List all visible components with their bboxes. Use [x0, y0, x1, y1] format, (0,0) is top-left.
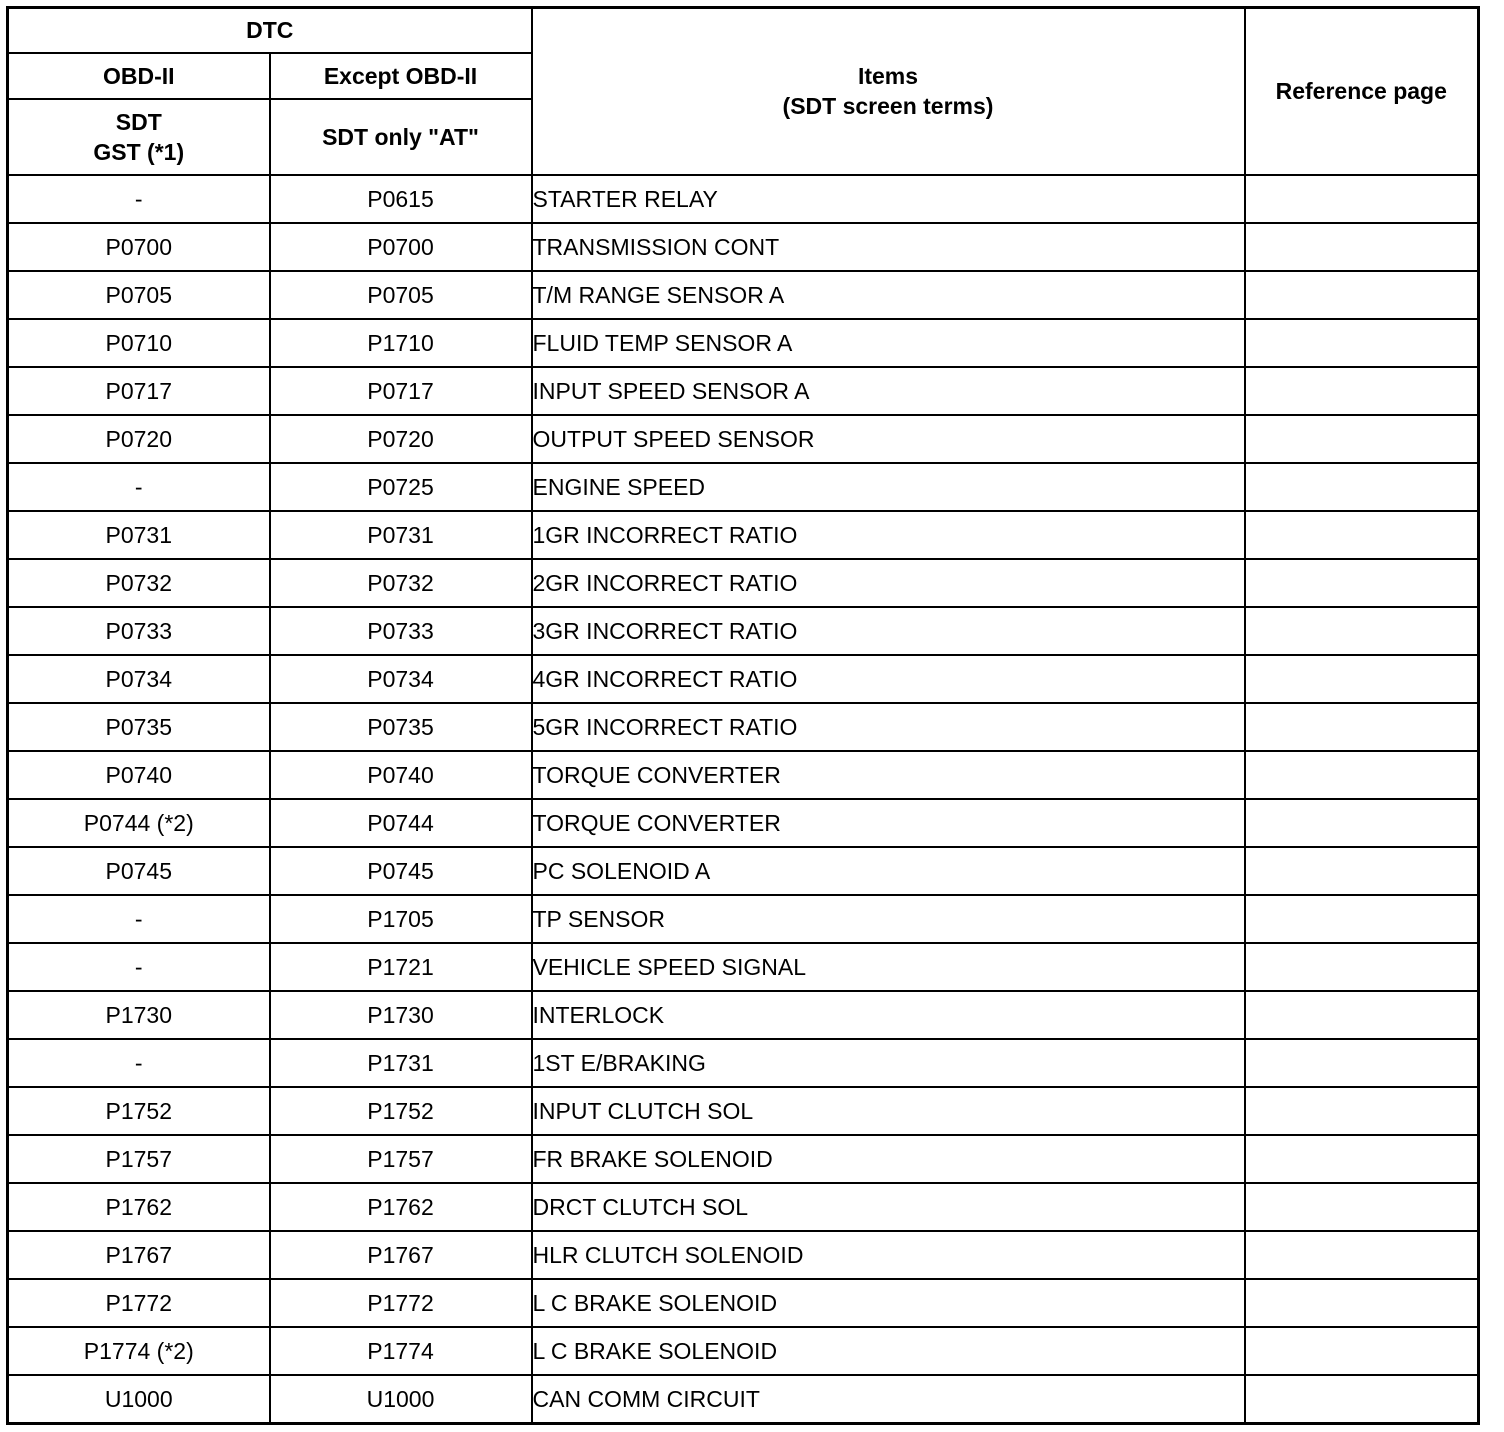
reference-page-cell	[1245, 1135, 1479, 1183]
obd-ii-code-cell: P1767	[8, 1231, 270, 1279]
table-row	[8, 223, 1479, 271]
obd-ii-code-cell: P0732	[8, 559, 270, 607]
table-row	[8, 1279, 1479, 1327]
header-items-line2: (SDT screen terms)	[782, 93, 994, 120]
reference-page-cell	[1245, 271, 1479, 319]
reference-page-cell	[1245, 703, 1479, 751]
reference-page-cell	[1245, 1231, 1479, 1279]
obd-ii-code-cell: P1752	[8, 1087, 270, 1135]
except-obd-ii-code-cell: P1767	[270, 1231, 532, 1279]
item-cell: VEHICLE SPEED SIGNAL	[532, 943, 1245, 991]
header-sdt-gst	[8, 99, 270, 175]
except-obd-ii-code-cell: U1000	[270, 1375, 532, 1424]
except-obd-ii-code-cell: P1721	[270, 943, 532, 991]
reference-page-cell	[1245, 463, 1479, 511]
except-obd-ii-code-cell: P1710	[270, 319, 532, 367]
item-cell: OUTPUT SPEED SENSOR	[532, 415, 1245, 463]
except-obd-ii-code-cell: P1752	[270, 1087, 532, 1135]
obd-ii-code-cell: P0705	[8, 271, 270, 319]
reference-page-cell	[1245, 751, 1479, 799]
header-gst: GST (*1)	[93, 138, 185, 165]
table-row	[8, 463, 1479, 511]
reference-page-cell	[1245, 223, 1479, 271]
table-row	[8, 271, 1479, 319]
reference-page-cell	[1245, 1375, 1479, 1424]
table-row	[8, 607, 1479, 655]
except-obd-ii-code-cell: P1757	[270, 1135, 532, 1183]
except-obd-ii-code-cell: P0717	[270, 367, 532, 415]
item-cell: 4GR INCORRECT RATIO	[532, 655, 1245, 703]
table-row	[8, 415, 1479, 463]
reference-page-cell	[1245, 1087, 1479, 1135]
table-row	[8, 895, 1479, 943]
table-row	[8, 847, 1479, 895]
item-cell: L C BRAKE SOLENOID	[532, 1327, 1245, 1375]
table-row	[8, 319, 1479, 367]
obd-ii-code-cell: P1730	[8, 991, 270, 1039]
header-obd-ii: OBD-II	[8, 53, 270, 99]
reference-page-cell	[1245, 1279, 1479, 1327]
table-row	[8, 175, 1479, 223]
obd-ii-code-cell: -	[8, 1039, 270, 1087]
header-items-line1: Items	[857, 63, 919, 90]
item-cell: ENGINE SPEED	[532, 463, 1245, 511]
header-sdt: SDT	[115, 108, 162, 135]
table-row	[8, 799, 1479, 847]
reference-page-cell	[1245, 607, 1479, 655]
dtc-table	[6, 6, 1480, 1425]
obd-ii-code-cell: P0744 (*2)	[8, 799, 270, 847]
table-row	[8, 655, 1479, 703]
except-obd-ii-code-cell: P1705	[270, 895, 532, 943]
table-row	[8, 1183, 1479, 1231]
except-obd-ii-code-cell: P0732	[270, 559, 532, 607]
header-items	[532, 8, 1245, 175]
except-obd-ii-code-cell: P1762	[270, 1183, 532, 1231]
table-row	[8, 943, 1479, 991]
table-row	[8, 1135, 1479, 1183]
obd-ii-code-cell: -	[8, 175, 270, 223]
item-cell: 5GR INCORRECT RATIO	[532, 703, 1245, 751]
except-obd-ii-code-cell: P1774	[270, 1327, 532, 1375]
header-dtc: DTC	[8, 8, 532, 53]
except-obd-ii-code-cell: P0705	[270, 271, 532, 319]
item-cell: 1GR INCORRECT RATIO	[532, 511, 1245, 559]
item-cell: 1ST E/BRAKING	[532, 1039, 1245, 1087]
item-cell: 3GR INCORRECT RATIO	[532, 607, 1245, 655]
reference-page-cell	[1245, 655, 1479, 703]
except-obd-ii-code-cell: P1731	[270, 1039, 532, 1087]
item-cell: INPUT CLUTCH SOL	[532, 1087, 1245, 1135]
obd-ii-code-cell: P1762	[8, 1183, 270, 1231]
except-obd-ii-code-cell: P0740	[270, 751, 532, 799]
table-body	[8, 175, 1479, 1424]
item-cell: STARTER RELAY	[532, 175, 1245, 223]
item-cell: INTERLOCK	[532, 991, 1245, 1039]
except-obd-ii-code-cell: P0720	[270, 415, 532, 463]
table-row	[8, 751, 1479, 799]
table-row	[8, 1039, 1479, 1087]
obd-ii-code-cell: -	[8, 943, 270, 991]
obd-ii-code-cell: P0731	[8, 511, 270, 559]
reference-page-cell	[1245, 319, 1479, 367]
table-row	[8, 1375, 1479, 1424]
table-row	[8, 367, 1479, 415]
reference-page-cell	[1245, 1039, 1479, 1087]
obd-ii-code-cell: P0700	[8, 223, 270, 271]
obd-ii-code-cell: P0740	[8, 751, 270, 799]
obd-ii-code-cell: P0717	[8, 367, 270, 415]
obd-ii-code-cell: P0720	[8, 415, 270, 463]
reference-page-cell	[1245, 991, 1479, 1039]
reference-page-cell	[1245, 415, 1479, 463]
item-cell: DRCT CLUTCH SOL	[532, 1183, 1245, 1231]
reference-page-cell	[1245, 1183, 1479, 1231]
reference-page-cell	[1245, 895, 1479, 943]
except-obd-ii-code-cell: P0733	[270, 607, 532, 655]
item-cell: TP SENSOR	[532, 895, 1245, 943]
item-cell: FLUID TEMP SENSOR A	[532, 319, 1245, 367]
obd-ii-code-cell: U1000	[8, 1375, 270, 1424]
except-obd-ii-code-cell: P0734	[270, 655, 532, 703]
except-obd-ii-code-cell: P0700	[270, 223, 532, 271]
table-row	[8, 1087, 1479, 1135]
reference-page-cell	[1245, 847, 1479, 895]
obd-ii-code-cell: P1774 (*2)	[8, 1327, 270, 1375]
item-cell: FR BRAKE SOLENOID	[532, 1135, 1245, 1183]
table-row	[8, 1231, 1479, 1279]
item-cell: 2GR INCORRECT RATIO	[532, 559, 1245, 607]
obd-ii-code-cell: P0733	[8, 607, 270, 655]
obd-ii-code-cell: P0745	[8, 847, 270, 895]
item-cell: TORQUE CONVERTER	[532, 799, 1245, 847]
reference-page-cell	[1245, 175, 1479, 223]
except-obd-ii-code-cell: P0731	[270, 511, 532, 559]
table-row	[8, 559, 1479, 607]
reference-page-cell	[1245, 367, 1479, 415]
item-cell: PC SOLENOID A	[532, 847, 1245, 895]
header-except-obd-ii: Except OBD-II	[270, 53, 532, 99]
header-sdt-only: SDT only "AT"	[270, 99, 532, 175]
table-row	[8, 703, 1479, 751]
item-cell: L C BRAKE SOLENOID	[532, 1279, 1245, 1327]
item-cell: TRANSMISSION CONT	[532, 223, 1245, 271]
reference-page-cell	[1245, 799, 1479, 847]
except-obd-ii-code-cell: P1772	[270, 1279, 532, 1327]
except-obd-ii-code-cell: P0725	[270, 463, 532, 511]
item-cell: CAN COMM CIRCUIT	[532, 1375, 1245, 1424]
obd-ii-code-cell: P1772	[8, 1279, 270, 1327]
except-obd-ii-code-cell: P0744	[270, 799, 532, 847]
table-row	[8, 991, 1479, 1039]
obd-ii-code-cell: -	[8, 463, 270, 511]
reference-page-cell	[1245, 1327, 1479, 1375]
reference-page-cell	[1245, 511, 1479, 559]
reference-page-cell	[1245, 559, 1479, 607]
except-obd-ii-code-cell: P0615	[270, 175, 532, 223]
obd-ii-code-cell: P0710	[8, 319, 270, 367]
header-reference: Reference page	[1245, 8, 1479, 175]
except-obd-ii-code-cell: P1730	[270, 991, 532, 1039]
obd-ii-code-cell: P0735	[8, 703, 270, 751]
item-cell: INPUT SPEED SENSOR A	[532, 367, 1245, 415]
table-row	[8, 1327, 1479, 1375]
obd-ii-code-cell: P0734	[8, 655, 270, 703]
obd-ii-code-cell: -	[8, 895, 270, 943]
item-cell: TORQUE CONVERTER	[532, 751, 1245, 799]
item-cell: HLR CLUTCH SOLENOID	[532, 1231, 1245, 1279]
table-row	[8, 511, 1479, 559]
except-obd-ii-code-cell: P0735	[270, 703, 532, 751]
except-obd-ii-code-cell: P0745	[270, 847, 532, 895]
obd-ii-code-cell: P1757	[8, 1135, 270, 1183]
item-cell: T/M RANGE SENSOR A	[532, 271, 1245, 319]
reference-page-cell	[1245, 943, 1479, 991]
